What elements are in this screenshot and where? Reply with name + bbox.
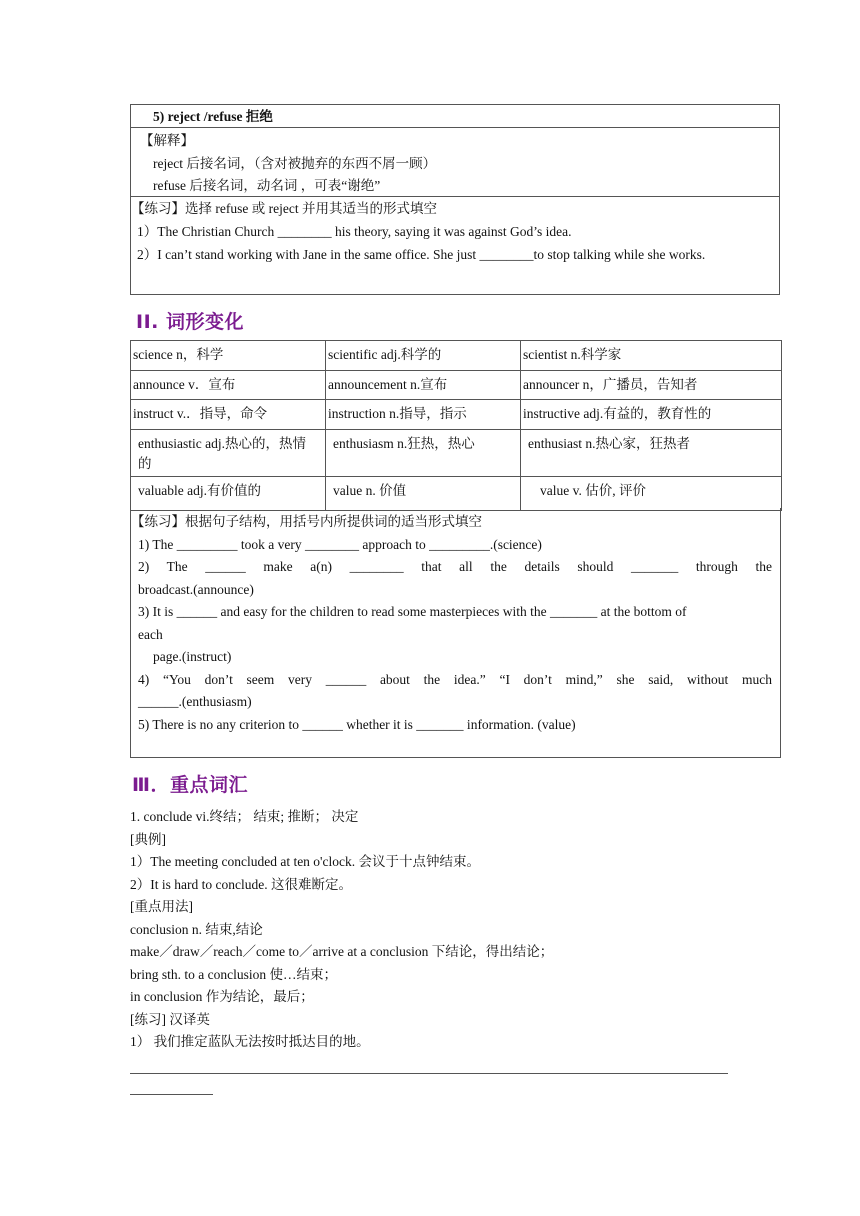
table-row <box>131 430 782 477</box>
table-cell: enthusiastic adj.热心的，热情的 <box>131 430 326 477</box>
exercise-line: broadcast.(announce) <box>138 581 254 597</box>
exercise-label: 【练习】根据句子结构，用括号内所提供词的适当形式填空 <box>131 514 482 529</box>
body-line: [练习] 汉译英 <box>130 1011 210 1027</box>
table-cell: enthusiast n.热心家，狂热者 <box>521 430 782 477</box>
body-line: bring sth. to a conclusion 使…结束； <box>130 966 337 982</box>
body-line: 1）The meeting concluded at ten o'clock. 会议于十点钟结束。 <box>130 854 480 869</box>
table-cell: instruct v.．指导，命令 <box>131 400 326 430</box>
answer-blank-line <box>130 1073 728 1074</box>
table-cell: value n. 价值 <box>326 477 521 511</box>
exercise-line: 3) It is ______ and easy for the children to read some masterpieces with the _______ at the bottom of <box>138 604 687 619</box>
section-heading-word-forms: II. 词形变化 <box>136 311 244 333</box>
table-row <box>131 371 782 400</box>
table-cell: announcement n.宣布 <box>326 371 521 400</box>
table-cell: instructive adj.有益的，教育性的 <box>521 400 782 430</box>
explain-line: refuse 后接名词，动名词 ，可表“谢绝” <box>153 178 381 193</box>
exercise-line: ______.(enthusiasm) <box>138 694 252 709</box>
exercise-line: 4) “You don’t seem very ______ about the idea.” “I don’t mind,” she said, without much <box>138 671 772 687</box>
exercise-label: 【练习】选择 refuse 或 reject 并用其适当的形式填空 <box>131 201 437 216</box>
body-line: [重点用法] <box>130 899 193 914</box>
exercise-line: 5) There is no any criterion to ______ whether it is _______ information. (value) <box>138 716 576 732</box>
exercise-line: 1) The _________ took a very ________ approach to _________.(science) <box>138 536 542 552</box>
word-forms-table <box>130 340 782 511</box>
table-cell: valuable adj.有价值的 <box>131 477 326 511</box>
body-line: [典例] <box>130 831 166 847</box>
body-line: make／draw／reach／come to／arrive at a conclusion 下结论，得出结论； <box>130 944 554 959</box>
table-cell: announcer n，广播员，告知者 <box>521 371 782 400</box>
table-row <box>131 477 782 511</box>
table-cell: enthusiasm n.狂热，热心 <box>326 430 521 477</box>
body-line: conclusion n. 结束,结论 <box>130 921 263 937</box>
box-title: 5) reject /refuse 拒绝 <box>153 109 273 124</box>
explain-row <box>131 128 779 197</box>
table-cell: instruction n.指导，指示 <box>326 400 521 430</box>
body-line: 1） 我们推定蓝队无法按时抵达目的地。 <box>130 1034 370 1049</box>
table-cell: announce v．宣布 <box>131 371 326 400</box>
key-vocabulary-body <box>130 806 780 1054</box>
exercise-line: each <box>138 626 163 642</box>
word-forms-exercise-box <box>130 508 781 758</box>
table-cell: scientific adj.科学的 <box>326 341 521 371</box>
exercise-line: 2）I can’t stand working with Jane in the same office. She just ________to stop talking while she works. <box>137 247 706 262</box>
section-heading-key-vocabulary: Ⅲ．重点词汇 <box>132 774 248 796</box>
table-cell: science n，科学 <box>131 341 326 371</box>
exercise-line: 2) The ______ make a(n) ________ that all the details should _______ through the <box>138 559 772 574</box>
box-title-row <box>131 105 779 128</box>
table-row <box>131 341 782 371</box>
exercise-line: 1）The Christian Church ________ his theory, saying it was against God’s idea. <box>137 224 572 239</box>
answer-blank-line <box>130 1094 213 1095</box>
reject-refuse-box <box>130 104 780 295</box>
table-row <box>131 400 782 430</box>
explain-line: reject 后接名词，（含对被抛弃的东西不屑一顾） <box>153 156 437 171</box>
table-cell: value v. 估价, 评价 <box>521 477 782 511</box>
table-cell: scientist n.科学家 <box>521 341 782 371</box>
body-line: 2）It is hard to conclude. 这很难断定。 <box>130 876 352 892</box>
exercise-line: page.(instruct) <box>153 649 232 664</box>
body-line: 1. conclude vi.终结； 结束; 推断； 决定 <box>130 809 359 824</box>
body-line: in conclusion 作为结论，最后； <box>130 989 314 1004</box>
explain-label: 【解释】 <box>140 133 194 148</box>
